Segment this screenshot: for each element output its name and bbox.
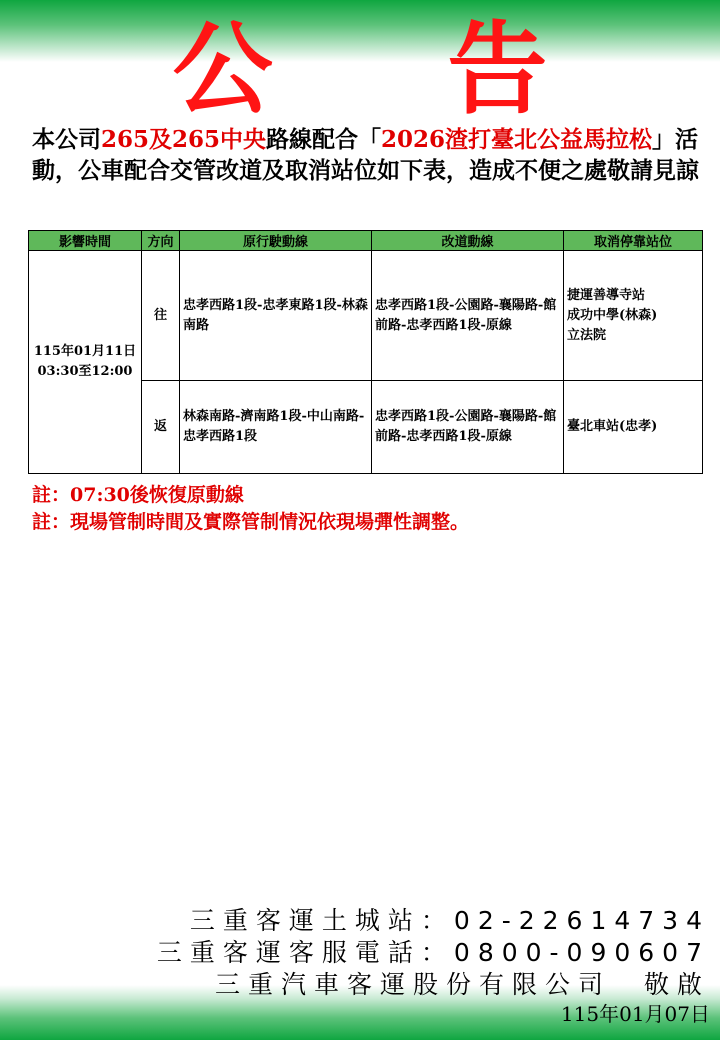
header-direction: 方向 — [142, 231, 180, 251]
footer-date: 115年01月07日 — [560, 1002, 710, 1026]
detour-route-cell: 忠孝西路1段-公園路-襄陽路-館前路-忠孝西路1段-原線 — [372, 381, 564, 474]
header-cancelled-stops: 取消停靠站位 — [564, 231, 703, 251]
intro-text-1: 本公司 — [32, 126, 101, 153]
footer-company: 三重汽車客運股份有限公司 敬啟 — [214, 970, 710, 999]
footer-station-phone: 三重客運土城站：02-22614734 — [189, 906, 710, 935]
cancelled-stops-cell: 臺北車站(忠孝) — [564, 381, 703, 474]
intro-routes: 265及265中央 — [101, 126, 267, 153]
intro-text-2: 路線配合「 — [266, 126, 382, 153]
table-header-row — [29, 231, 703, 251]
detour-table — [28, 230, 703, 474]
affected-time: 115年01月11日 03:30至12:00 — [29, 251, 142, 474]
notes-block — [32, 482, 702, 536]
note-item: 註：現場管制時間及實際管制情況依現場彈性調整。 — [32, 511, 470, 533]
header-time: 影響時間 — [29, 231, 142, 251]
footer-signature — [157, 905, 710, 1027]
notice-title: 公 告 — [172, 11, 618, 128]
intro-event: 2026渣打臺北公益馬拉松 — [381, 126, 653, 153]
direction-cell: 返 — [142, 381, 180, 474]
direction-cell: 往 — [142, 251, 180, 381]
original-route-cell: 林森南路-濟南路1段-中山南路-忠孝西路1段 — [180, 381, 372, 474]
footer-hotline: 三重客運客服電話：0800-090607 — [156, 938, 710, 967]
table-row — [29, 251, 703, 381]
note-item: 註：07:30後恢復原動線 — [32, 484, 244, 506]
header-original-route: 原行駛動線 — [180, 231, 372, 251]
original-route-cell: 忠孝西路1段-忠孝東路1段-林森南路 — [180, 251, 372, 381]
intro-text-3: 」活動，公車配合交管改道及取消站位如下表，造成不便之處敬請見諒 — [32, 126, 699, 184]
intro-paragraph — [32, 124, 702, 186]
detour-route-cell: 忠孝西路1段-公園路-襄陽路-館前路-忠孝西路1段-原線 — [372, 251, 564, 381]
cancelled-stops-cell: 捷運善導寺站 成功中學(林森) 立法院 — [564, 251, 703, 381]
header-detour-route: 改道動線 — [372, 231, 564, 251]
